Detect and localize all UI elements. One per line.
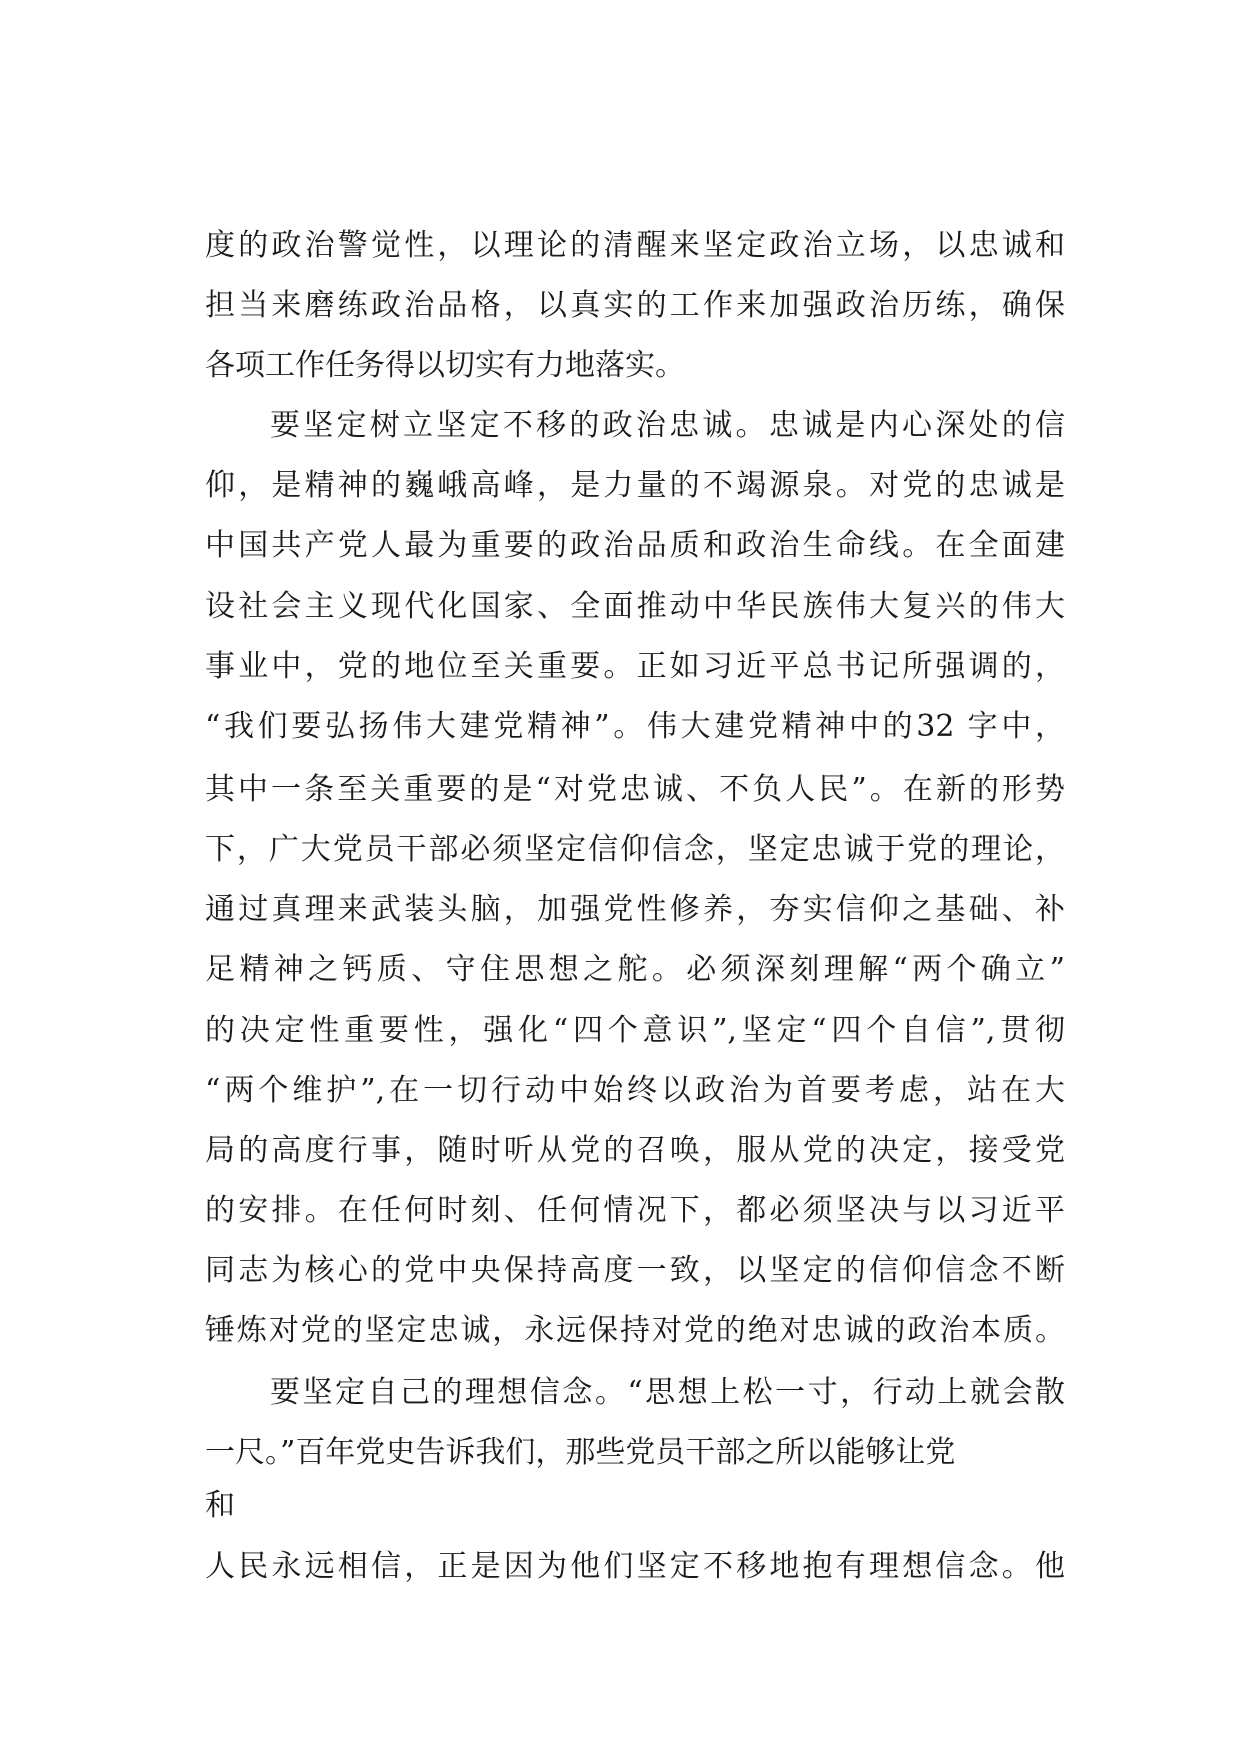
text-line-11: 下，广大党员干部必须坚定信仰信念，坚定忠诚于党的理论，: [205, 832, 1065, 867]
text-line-10: 其中一条至关重要的是“对党忠诚、不负人民”。在新的形势: [205, 772, 1065, 807]
text-line-8: 事业中，党的地位至关重要。正如习近平总书记所强调的，: [205, 649, 1065, 684]
text-line-19: 锤炼对党的坚定忠诚，永远保持对党的绝对忠诚的政治本质。: [205, 1313, 1065, 1348]
text-line-1: 度的政治警觉性，以理论的清醒来坚定政治立场，以忠诚和: [205, 228, 1065, 263]
text-line-12: 通过真理来武装头脑，加强党性修养，夯实信仰之基础、补: [205, 892, 1065, 927]
text-line-6: 中国共产党人最为重要的政治品质和政治生命线。在全面建: [205, 528, 1065, 563]
text-line-3: 各项工作任务得以切实有力地落实。: [205, 348, 685, 383]
paragraph-2-first-line: 要坚定树立坚定不移的政治忠诚。忠诚是内心深处的信: [270, 408, 1065, 443]
text-line-18: 同志为核心的党中央保持高度一致，以坚定的信仰信念不断: [205, 1253, 1065, 1288]
text-line-7: 设社会主义现代化国家、全面推动中华民族伟大复兴的伟大: [205, 589, 1065, 624]
text-line-5: 仰，是精神的巍峨高峰，是力量的不竭源泉。对党的忠诚是: [205, 468, 1065, 503]
text-line-2: 担当来磨练政治品格，以真实的工作来加强政治历练，确保: [205, 288, 1065, 323]
text-line-9: “我们要弘扬伟大建党精神”。伟大建党精神中的32 字中，: [205, 709, 1065, 744]
text-line-23: 人民永远相信，正是因为他们坚定不移地抱有理想信念。他: [205, 1549, 1065, 1584]
text-line-15: “两个维护”,在一切行动中始终以政治为首要考虑，站在大: [205, 1073, 1065, 1108]
text-line-17: 的安排。在任何时刻、任何情况下，都必须坚决与以习近平: [205, 1193, 1065, 1228]
text-line-14: 的决定性重要性，强化“四个意识”,坚定“四个自信”,贯彻: [205, 1013, 1065, 1048]
text-line-13: 足精神之钙质、守住思想之舵。必须深刻理解“两个确立”: [205, 952, 1065, 987]
text-line-22: 和: [205, 1488, 235, 1523]
paragraph-3-first-line: 要坚定自己的理想信念。“思想上松一寸，行动上就会散: [270, 1375, 1065, 1410]
text-line-16: 局的高度行事，随时听从党的召唤，服从党的决定，接受党: [205, 1133, 1065, 1168]
text-line-21: 一尺。”百年党史告诉我们，那些党员干部之所以能够让党: [205, 1435, 956, 1470]
